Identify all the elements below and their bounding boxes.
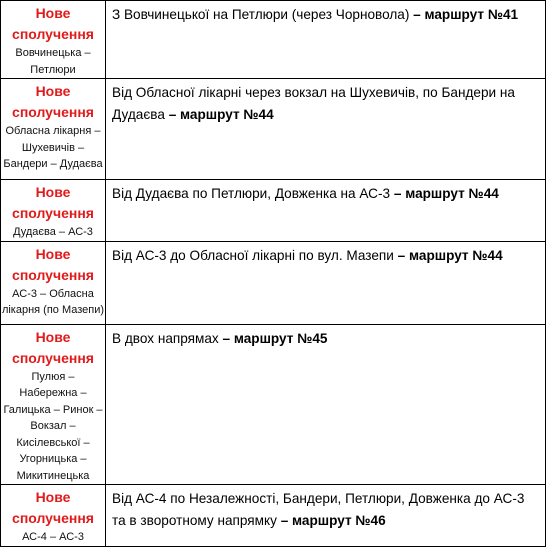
route-segment: Вовчинецька – Петлюри	[15, 47, 91, 76]
route-segment: Обласна лікарня – Шухевичів – Бандери – Дудаєва	[3, 125, 103, 170]
route-info-cell	[1, 241, 106, 324]
route-number: – маршрут №44	[168, 107, 274, 122]
table-row	[1, 79, 546, 180]
route-info-cell	[1, 79, 106, 180]
route-description: Від Дудаєва по Петлюри, Довженка на АС-3	[112, 186, 391, 201]
route-description-cell	[106, 180, 546, 242]
route-number: – маршрут №46	[280, 513, 386, 528]
route-segment: АС-3 – Обласна лікарня (по Мазепи)	[1, 287, 105, 316]
route-description-cell	[106, 1, 546, 79]
route-info-cell	[1, 324, 106, 485]
route-info-cell	[1, 485, 106, 547]
route-description-cell	[106, 79, 546, 180]
route-segment: АС-4 – АС-3	[22, 531, 84, 543]
new-connection-badge: Нове сполучення	[12, 5, 94, 42]
table-row	[1, 485, 546, 547]
route-description-cell	[106, 485, 546, 547]
route-description-cell	[106, 241, 546, 324]
new-connection-badge: Нове сполучення	[12, 245, 94, 283]
route-segment: Пулюя – Набережна – Галицька – Ринок – Вокзал – Кисілевської – Угорницька – Микитинецька	[3, 370, 103, 482]
new-connection-badge: Нове сполучення	[12, 328, 94, 366]
route-description-cell	[106, 324, 546, 485]
new-connection-badge: Нове сполучення	[12, 489, 94, 526]
new-connection-badge: Нове сполучення	[12, 184, 94, 221]
route-description: З Вовчинецької на Петлюри (через Чорновола)	[112, 7, 410, 22]
route-description: В двох напрямах	[112, 330, 219, 346]
table-row	[1, 1, 546, 79]
table-row	[1, 241, 546, 324]
route-number: – маршрут №41	[413, 7, 519, 22]
route-info-cell	[1, 180, 106, 242]
route-number: – маршрут №45	[222, 330, 328, 346]
new-connection-badge: Нове сполучення	[12, 83, 94, 120]
route-number: – маршрут №44	[393, 186, 499, 201]
table-row	[1, 180, 546, 242]
table-row	[1, 324, 546, 485]
route-description: Від АС-4 по Незалежності, Бандери, Петлюри, Довженка до АС-3 та в зворотному напрямку	[112, 491, 525, 528]
route-info-cell	[1, 1, 106, 79]
route-description: Від АС-3 до Обласної лікарні по вул. Мазепи	[112, 247, 394, 263]
route-segment: Дудаєва – АС-3	[13, 226, 93, 238]
route-description: Від Обласної лікарні через вокзал на Шухевичів, по Бандери на Дудаєва	[112, 85, 515, 122]
route-number: – маршрут №44	[397, 247, 503, 263]
